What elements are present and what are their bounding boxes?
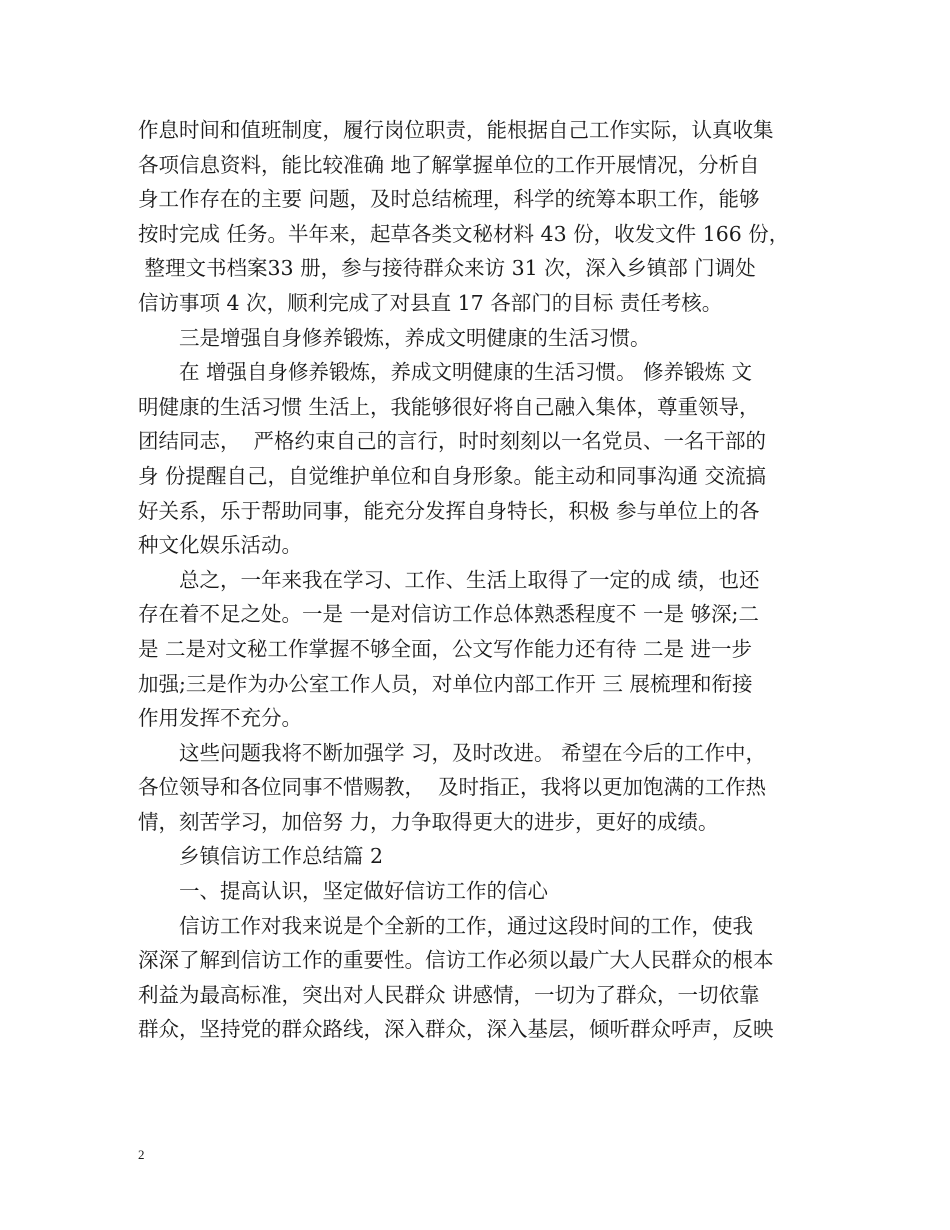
text-line: 信访事项 4 次，顺利完成了对县直 17 各部门的目标 责任考核。 — [138, 290, 723, 315]
text-line: 明健康的生活习惯 生活上，我能够很好将自己融入集体，尊重领导， — [138, 394, 760, 419]
text-line: 种文化娱乐活动。 — [138, 533, 302, 558]
text-line: 整理文书档案33 册，参与接待群众来访 31 次，深入乡镇部 门调处 — [138, 256, 756, 281]
text-line: 乡镇信访工作总结篇 2 — [179, 844, 384, 869]
text-line: 好关系，乐于帮助同事，能充分发挥自身特长，积极 参与单位上的各 — [138, 498, 760, 523]
text-line: 总之，一年来我在学习、工作、生活上取得了一定的成 绩，也还 — [179, 567, 760, 592]
text-line: 各位领导和各位同事不惜赐教， 及时指正，我将以更加饱满的工作热 — [138, 775, 767, 800]
text-line: 身工作存在的主要 问题，及时总结梳理，科学的统筹本职工作，能够 — [138, 187, 760, 212]
text-line: 是 二是对文秘工作掌握不够全面，公文写作能力还有待 二是 进一步 — [138, 636, 753, 661]
text-line: 深深了解到信访工作的重要性。信访工作必须以最广大人民群众的根本 — [138, 948, 774, 973]
text-line: 存在着不足之处。一是 一是对信访工作总体熟悉程度不 一是 够深;二 — [138, 602, 759, 627]
text-line: 团结同志， 严格约束自己的言行，时时刻刻以一名党员、一名干部的 — [138, 429, 767, 454]
text-line: 在 增强自身修养锻炼，养成文明健康的生活习惯。 修养锻炼 文 — [179, 360, 753, 385]
text-line: 一、提高认识，坚定做好信访工作的信心 — [179, 879, 548, 904]
document-body — [138, 113, 818, 1047]
text-line: 情，刻苦学习，加倍努 力，力争取得更大的进步，更好的成绩。 — [138, 809, 719, 834]
text-line: 作息时间和值班制度，履行岗位职责，能根据自己工作实际，认真收集 — [138, 118, 774, 142]
page-number: 2 — [138, 1147, 145, 1162]
text-line: 身 份提醒自己，自觉维护单位和自身形象。能主动和同事沟通 交流搞 — [138, 463, 767, 488]
text-line: 信访工作对我来说是个全新的工作，通过这段时间的工作，使我 — [179, 913, 753, 938]
text-line: 三是增强自身修养锻炼，养成文明健康的生活习惯。 — [179, 325, 651, 350]
text-line: 利益为最高标准，突出对人民群众 讲感情，一切为了群众，一切依靠 — [138, 982, 760, 1007]
text-line: 这些问题我将不断加强学 习，及时改进。 希望在今后的工作中， — [179, 740, 767, 765]
text-line: 群众，坚持党的群众路线，深入群众，深入基层，倾听群众呼声，反映 — [138, 1017, 774, 1042]
text-line: 加强;三是作为办公室工作人员，对单位内部工作开 三 展梳理和衔接 — [138, 671, 753, 696]
text-line: 各项信息资料，能比较准确 地了解掌握单位的工作开展情况，分析自 — [138, 152, 760, 177]
text-line: 作用发挥不充分。 — [138, 706, 302, 731]
text-line: 按时完成 任务。半年来，起草各类文秘材料 43 份，收发文件 166 份， — [138, 221, 790, 246]
